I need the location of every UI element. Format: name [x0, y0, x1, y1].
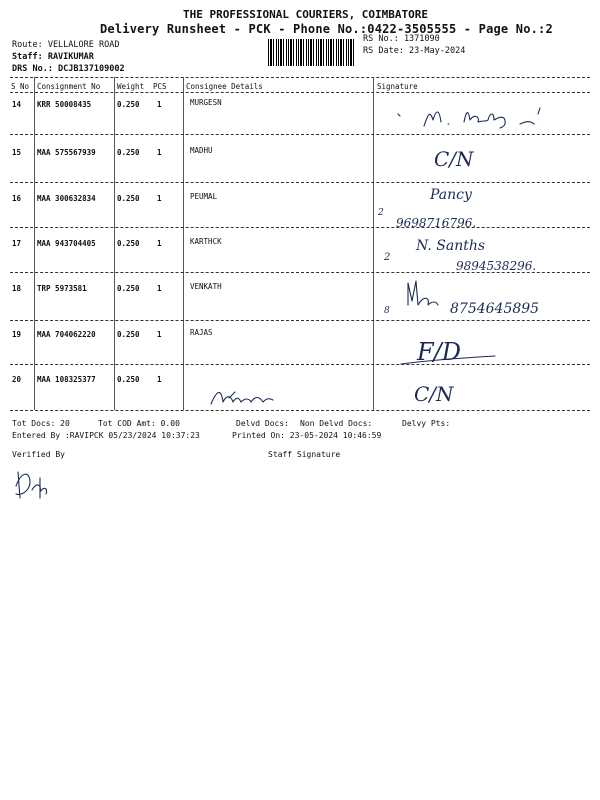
staff-label: Staff: RAVIKUMAR [12, 52, 94, 62]
total-docs: Tot Docs: 20 [12, 419, 70, 428]
row-sno: 17 [12, 239, 22, 248]
signature-row-17 [380, 232, 570, 274]
row-pcs: 1 [157, 284, 162, 293]
row-consignment: KRR 50008435 [37, 100, 92, 109]
column-divider [34, 77, 35, 410]
row-weight: 0.250 [117, 239, 140, 248]
verified-by-label: Verified By [12, 450, 65, 459]
row-weight: 0.250 [117, 100, 140, 109]
signature-row-19 [395, 326, 505, 370]
svg-text:C/N: C/N [414, 382, 454, 406]
rs-date: RS Date: 23-May-2024 [363, 46, 466, 56]
non-delivered-docs: Non Delvd Docs: [300, 419, 373, 428]
row-weight: 0.250 [117, 284, 140, 293]
rs-number: RS No.: 1371090 [363, 34, 440, 44]
row-weight: 0.250 [117, 330, 140, 339]
column-divider [114, 77, 115, 410]
row-consignment: MAA 943704405 [37, 239, 96, 248]
signature-row-14 [390, 100, 590, 136]
signature-row-16 [370, 183, 530, 229]
row-sno: 14 [12, 100, 22, 109]
svg-text:Pancy: Pancy [430, 187, 472, 203]
svg-text:F/D: F/D [417, 338, 461, 366]
svg-text:C/N: C/N [434, 147, 474, 171]
row-pcs: 1 [157, 100, 162, 109]
svg-text:8754645895: 8754645895 [450, 301, 540, 317]
row-consignment: MAA 575567939 [37, 148, 96, 157]
row-sno: 19 [12, 330, 22, 339]
table-header-rule [10, 92, 590, 93]
signature-row-20-staff [205, 384, 305, 412]
column-divider [183, 77, 184, 410]
row-separator [10, 320, 590, 321]
signature-row-15 [430, 144, 500, 174]
row-pcs: 1 [157, 194, 162, 203]
col-header-consignee: Consignee Details [186, 82, 263, 91]
row-consignee: RAJAS [190, 328, 213, 337]
row-consignee: KARTHCK [190, 237, 222, 246]
row-weight: 0.250 [117, 148, 140, 157]
col-header-signature: Signature [377, 82, 418, 91]
row-pcs: 1 [157, 375, 162, 384]
svg-text:9698716796.: 9698716796. [396, 216, 477, 230]
row-consignment: MAA 704062220 [37, 330, 96, 339]
row-sno: 20 [12, 375, 22, 384]
col-header-consignment: Consignment No [37, 82, 101, 91]
column-divider [373, 77, 374, 410]
total-cod-amount: Tot COD Amt: 0.00 [98, 419, 180, 428]
route-label: Route: VELLALORE ROAD [12, 40, 120, 50]
row-consignee: VENKATH [190, 282, 222, 291]
row-pcs: 1 [157, 148, 162, 157]
row-consignee: MADHU [190, 146, 213, 155]
verifier-signature [10, 464, 50, 504]
row-pcs: 1 [157, 330, 162, 339]
row-pcs: 1 [157, 239, 162, 248]
drs-number: DRS No.: DCJB137109002 [12, 64, 125, 74]
col-header-pcs: PCS [153, 82, 167, 91]
svg-text:9894538296.: 9894538296. [456, 259, 537, 273]
entered-by: Entered By :RAVIPCK 05/23/2024 10:37:23 [12, 431, 200, 440]
row-consignment: TRP 5973581 [37, 284, 87, 293]
col-header-sno: S No [11, 82, 30, 91]
signature-row-20 [410, 375, 470, 409]
row-consignee: MURGESN [190, 98, 222, 107]
delivery-points: Delvy Pts: [402, 419, 451, 428]
row-weight: 0.250 [117, 375, 140, 384]
delivered-docs: Delvd Docs: [236, 419, 289, 428]
svg-text:2: 2 [384, 252, 391, 263]
row-consignee: PEUMAL [190, 192, 218, 201]
svg-text:8: 8 [384, 306, 390, 316]
row-consignment: MAA 300632834 [37, 194, 96, 203]
svg-text:N. Sanths: N. Sanths [416, 238, 486, 254]
barcode [268, 39, 354, 66]
printed-on: Printed On: 23-05-2024 10:46:59 [232, 431, 382, 440]
company-title: THE PROFESSIONAL COURIERS, COIMBATORE [183, 8, 429, 21]
row-sno: 15 [12, 148, 22, 157]
runsheet-title: Delivery Runsheet - PCK - Phone No.:0422-3505555 - Page No.:2 [100, 22, 553, 36]
row-sno: 16 [12, 194, 22, 203]
signature-row-18 [378, 275, 588, 319]
table-top-rule [10, 77, 590, 78]
row-weight: 0.250 [117, 194, 140, 203]
row-consignment: MAA 108325377 [37, 375, 96, 384]
svg-text:2: 2 [378, 208, 384, 218]
row-sno: 18 [12, 284, 22, 293]
col-header-weight: Weight [117, 82, 145, 91]
staff-signature-label: Staff Signature [268, 450, 341, 459]
